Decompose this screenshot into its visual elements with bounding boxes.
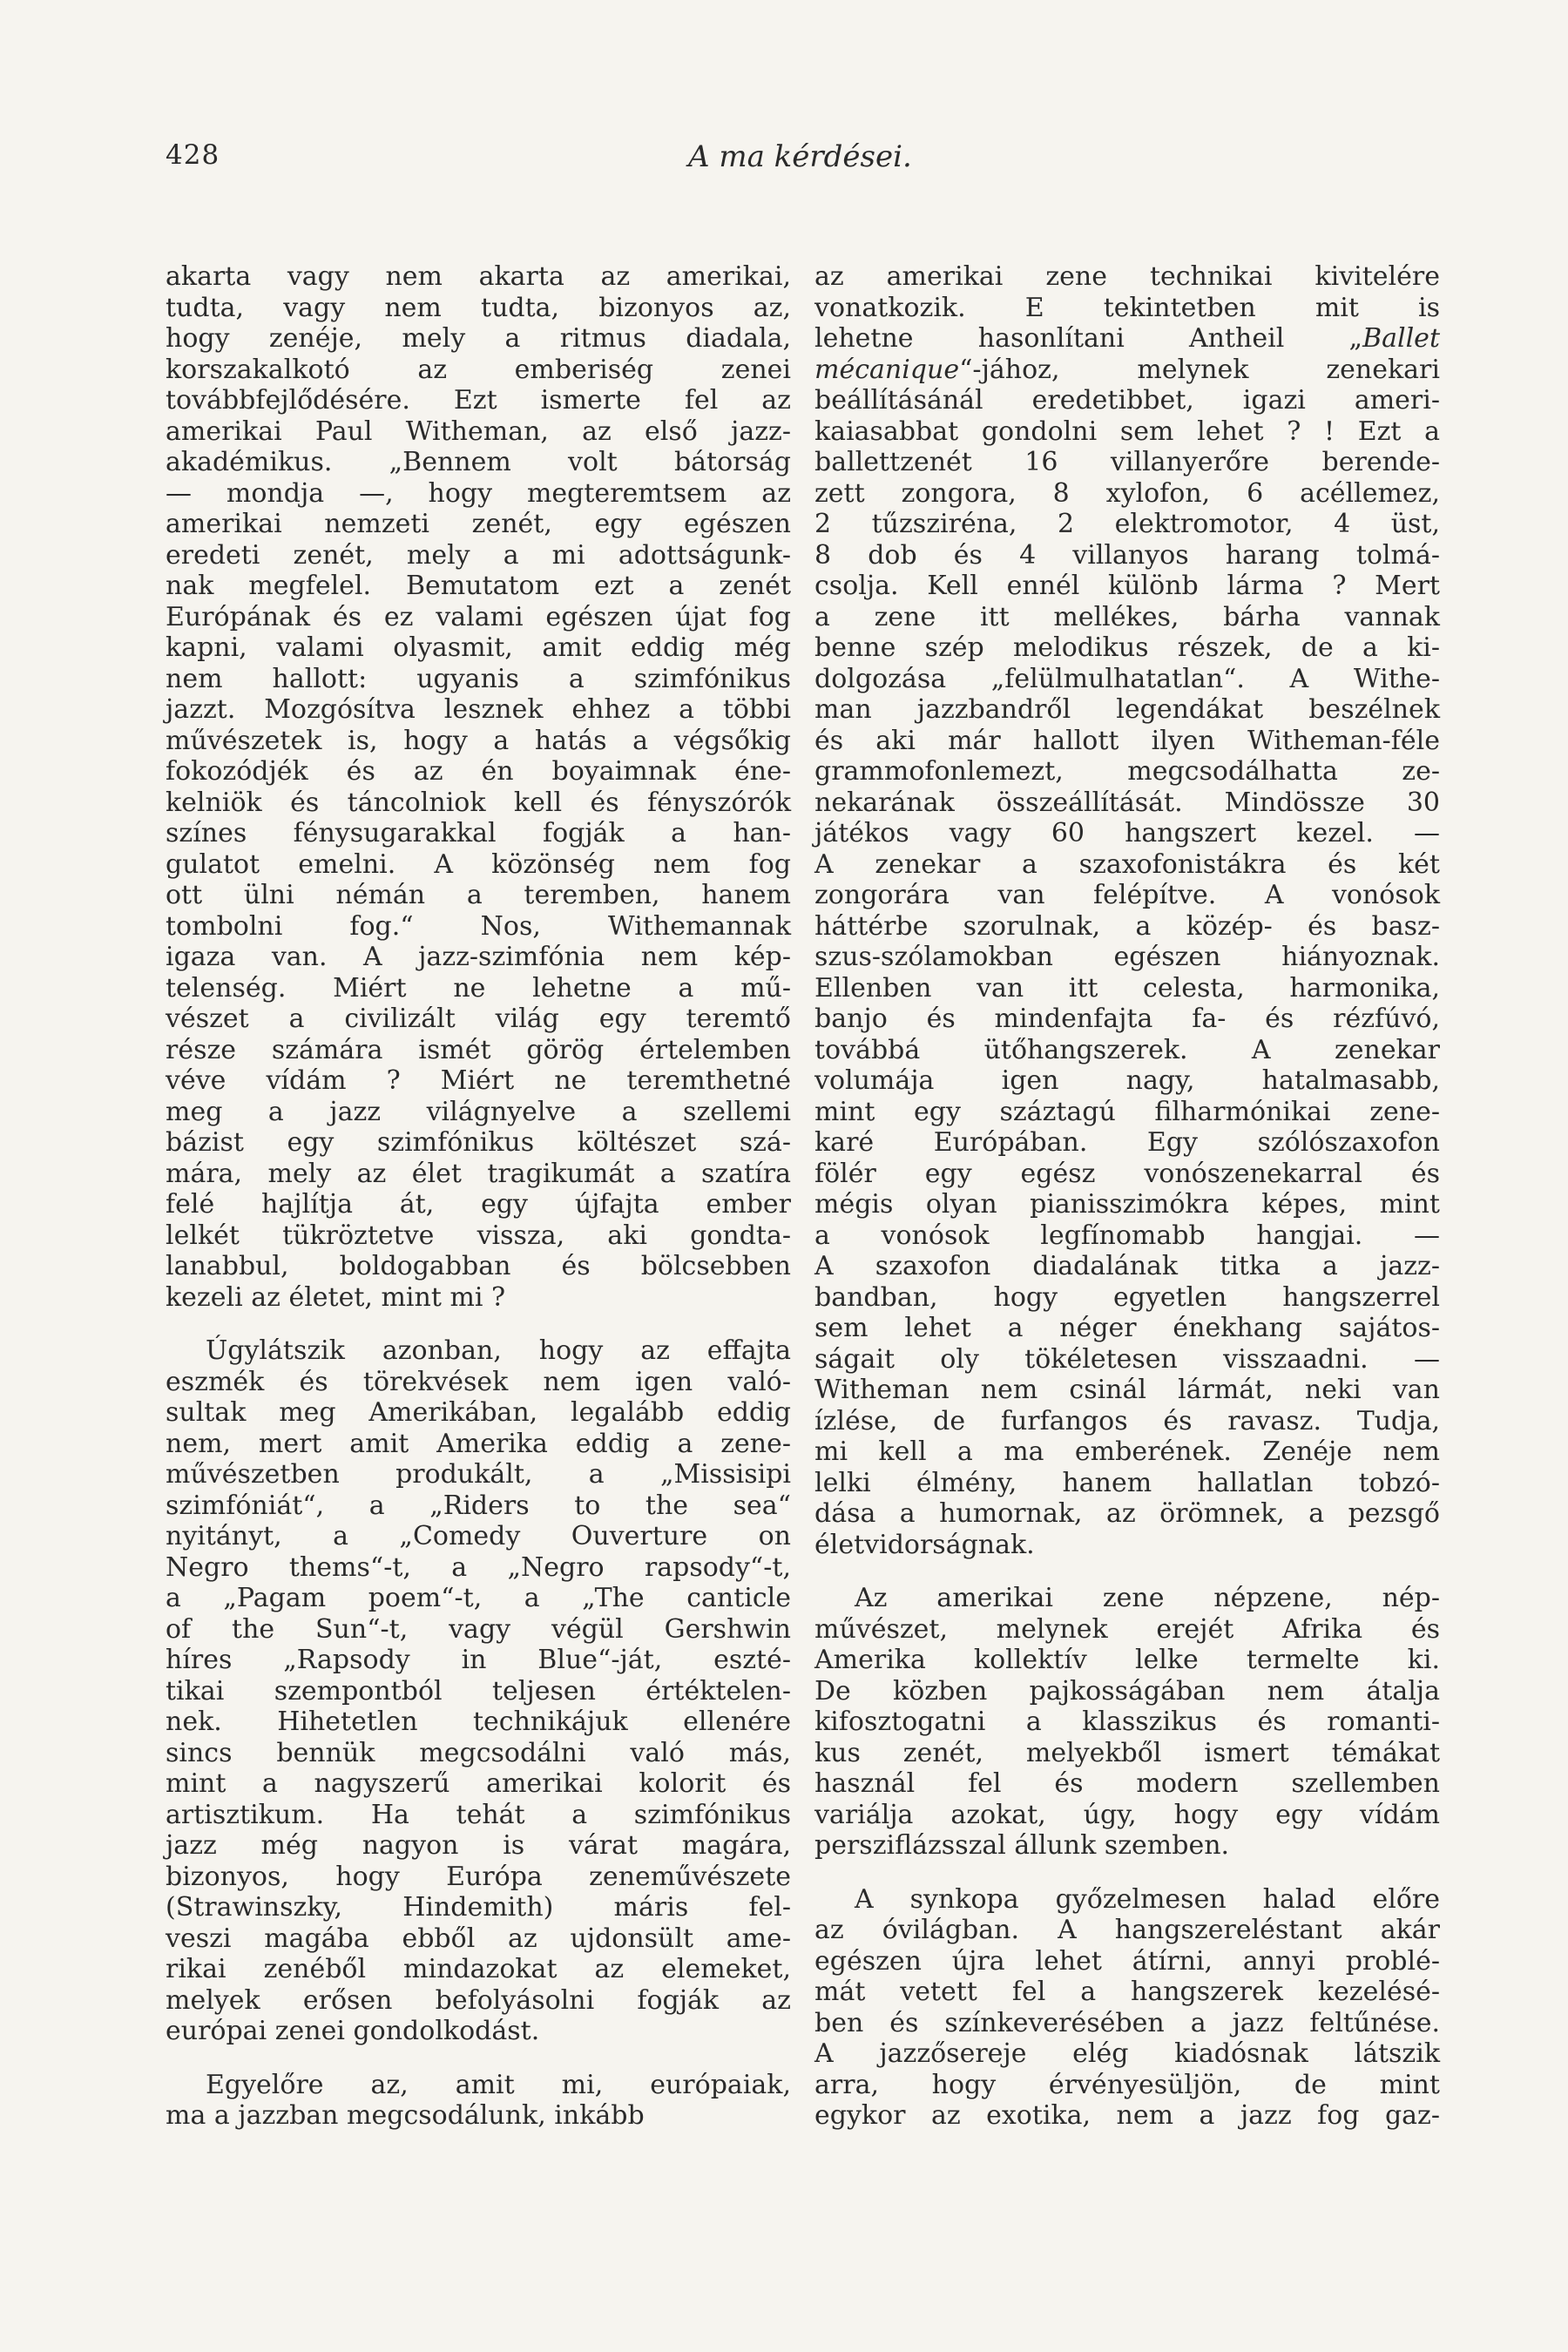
text-line: ben és színkeverésében a jazz feltűnése.	[814, 2007, 1440, 2038]
text-line: Egyelőre az, amit mi, európaiak,	[206, 2069, 791, 2100]
text-line: tudta, vagy nem tudta, bizonyos az,	[166, 292, 791, 323]
text-line: eszmék és törekvések nem igen való-	[166, 1366, 791, 1397]
text-line: európai zenei gondolkodást.	[166, 2016, 540, 2046]
text-line: amerikai Paul Witheman, az első jazz-	[166, 416, 791, 447]
text-line: fokozódjék és az én boyaimnak éne-	[166, 756, 791, 787]
text-line: szimfóniát“, a „Riders to the sea“	[166, 1490, 791, 1521]
text-line: az amerikai zene technikai kivitelére	[814, 261, 1440, 292]
text-line: lelki élmény, hanem hallatlan tobzó-	[814, 1467, 1440, 1498]
text-line: mécanique“-jához, melynek zenekari	[814, 354, 1440, 385]
text-line: életvidorságnak.	[814, 1529, 1035, 1560]
text-line: mint a nagyszerű amerikai kolorit és	[166, 1768, 791, 1799]
text-line: melyek erősen befolyásolni fogják az	[166, 1984, 791, 2016]
text-line: karé Európában. Egy szólószaxofon	[814, 1127, 1440, 1158]
text-line: ízlése, de furfangos és ravasz. Tudja,	[814, 1405, 1440, 1436]
text-line: kelniök és táncolniok kell és fényszórók	[166, 787, 791, 818]
text-line: eredeti zenét, mely a mi adottságunk-	[166, 539, 791, 571]
left-column	[166, 261, 791, 2132]
text-line: bandban, hogy egyetlen hangszerrel	[814, 1281, 1440, 1313]
text-line: ma a jazzban megcsodálunk, inkább	[166, 2100, 645, 2131]
text-line: szus-szólamokban egészen hiányoznak.	[814, 942, 1440, 972]
text-line: ott ülni némán a teremben, hanem	[166, 880, 791, 910]
text-line: sincs bennük megcsodálni való más,	[166, 1737, 791, 1768]
text-line: része számára ismét görög értelemben	[166, 1034, 791, 1065]
text-line: man jazzbandről legendákat beszélnek	[814, 694, 1440, 725]
text-line: nem, mert amit Amerika eddig a zene-	[166, 1428, 791, 1459]
running-title: A ma kérdései.	[688, 139, 912, 174]
text-line: egészen újra lehet átírni, annyi problé-	[814, 1945, 1440, 1977]
text-line: Witheman nem csinál lármát, neki van	[814, 1375, 1440, 1405]
text-line: meg a jazz világnyelve a szellemi	[166, 1096, 791, 1127]
text-line: A jazzősereje elég kiadósnak látszik	[814, 2038, 1440, 2069]
text-line: Negro thems“-t, a „Negro rapsody“-t,	[166, 1551, 791, 1583]
text-line: zongorára van felépítve. A vonósok	[814, 880, 1440, 910]
text-line: mégis olyan pianisszimókra képes, mint	[814, 1189, 1440, 1220]
text-line: a vonósok legfínomabb hangjai. —	[814, 1220, 1440, 1251]
text-line: jazzt. Mozgósítva lesznek ehhez a többi	[166, 694, 791, 725]
text-line: ballettzenét 16 villanyerőre berende-	[814, 447, 1440, 477]
text-line: hogy zenéje, mely a ritmus diadala,	[166, 323, 791, 354]
text-line: telenség. Miért ne lehetne a mű-	[166, 972, 791, 1004]
text-line: A zenekar a szaxofonistákra és két	[814, 848, 1440, 880]
text-line: játékos vagy 60 hangszert kezel. —	[814, 818, 1440, 848]
text-line: sultak meg Amerikában, legalább eddig	[166, 1397, 791, 1428]
text-line: egykor az exotika, nem a jazz fog gaz-	[814, 2100, 1440, 2131]
text-line: kus zenét, melyekből ismert témákat	[814, 1737, 1440, 1768]
text-line: tikai szempontból teljesen értéktelen-	[166, 1675, 791, 1707]
text-line: színes fénysugarakkal fogják a han-	[166, 818, 791, 848]
text-line: kapni, valami olyasmit, amit eddig még	[166, 632, 791, 663]
text-line: akarta vagy nem akarta az amerikai,	[166, 261, 791, 292]
text-line: A synkopa győzelmesen halad előre	[855, 1883, 1440, 1915]
text-line: igaza van. A jazz-szimfónia nem kép-	[166, 942, 791, 972]
page-number: 428	[166, 139, 220, 171]
text-line: 8 dob és 4 villanyos harang tolmá-	[814, 539, 1440, 571]
page-header	[166, 139, 941, 174]
text-line: kezeli az életet, mint mi ?	[166, 1281, 506, 1313]
text-line: of the Sun“-t, vagy végül Gershwin	[166, 1613, 791, 1645]
text-line: csolja. Kell ennél különb lárma ? Mert	[814, 571, 1440, 601]
text-line: bizonyos, hogy Európa zeneművészete	[166, 1861, 791, 1892]
text-line: nyitányt, a „Comedy Ouverture on	[166, 1521, 791, 1551]
text-line: arra, hogy érvényesüljön, de mint	[814, 2069, 1440, 2100]
text-line: vonatkozik. E tekintetben mit is	[814, 292, 1440, 323]
text-line: mint egy száztagú filharmónikai zene-	[814, 1096, 1440, 1127]
italic-title: Ballet	[1362, 323, 1440, 354]
text-line: gulatot emelni. A közönség nem fog	[166, 848, 791, 880]
text-line: Az amerikai zene népzene, nép-	[855, 1583, 1440, 1613]
text-line: beállításánál eredetibbet, igazi ameri-	[814, 385, 1440, 416]
text-line: Úgylátszik azonban, hogy az effajta	[206, 1335, 791, 1366]
text-line: veszi magába ebből az ujdonsült ame-	[166, 1923, 791, 1954]
text-line: fölér egy egész vonószenekarral és	[814, 1158, 1440, 1189]
text-line: rikai zenéből mindazokat az elemeket,	[166, 1954, 791, 1984]
text-line: amerikai nemzeti zenét, egy egészen	[166, 509, 791, 539]
text-line: dolgozása „felülmulhatatlan“. A Withe-	[814, 663, 1440, 694]
text-line: tombolni fog.“ Nos, Withemannak	[166, 910, 791, 942]
text-line: benne szép melodikus részek, de a ki-	[814, 632, 1440, 663]
text-line: volumája igen nagy, hatalmasabb,	[814, 1065, 1440, 1096]
text-line: sem lehet a néger énekhang sajátos-	[814, 1313, 1440, 1343]
text-line: artisztikum. Ha tehát a szimfónikus	[166, 1799, 791, 1830]
text-line: grammofonlemezt, megcsodálhatta ze-	[814, 756, 1440, 787]
text-line: lanabbul, boldogabban és bölcsebben	[166, 1251, 791, 1281]
text-line: művészetben produkált, a „Missisipi	[166, 1459, 791, 1490]
text-line: felé hajlítja át, egy újfajta ember	[166, 1189, 791, 1220]
text-line: banjo és mindenfajta fa- és rézfúvó,	[814, 1004, 1440, 1034]
text-line: lelkét tükröztetve vissza, aki gondta-	[166, 1220, 791, 1251]
italic-title: mécanique	[814, 354, 960, 385]
text-line: Amerika kollektív lelke termelte ki.	[814, 1645, 1440, 1675]
text-line: dása a humornak, az örömnek, a pezsgő	[814, 1498, 1440, 1529]
text-line: híres „Rapsody in Blue“-ját, eszté-	[166, 1645, 791, 1675]
text-line: zett zongora, 8 xylofon, 6 acéllemez,	[814, 477, 1440, 509]
right-column	[814, 261, 1440, 2132]
text-line: nem hallott: ugyanis a szimfónikus	[166, 663, 791, 694]
text-line: művészetek is, hogy a hatás a végsőkig	[166, 725, 791, 756]
text-line: művészet, melynek erejét Afrika és	[814, 1613, 1440, 1645]
text-line: bázist egy szimfónikus költészet szá-	[166, 1127, 791, 1158]
text-line: nek. Hihetetlen technikájuk ellenére	[166, 1707, 791, 1737]
text-line: nak megfelel. Bemutatom ezt a zenét	[166, 571, 791, 601]
text-line: Európának és ez valami egészen újat fog	[166, 601, 791, 632]
text-line: mát vetett fel a hangszerek kezelésé-	[814, 1977, 1440, 2007]
text-line: 2 tűzsziréna, 2 elektromotor, 4 üst,	[814, 509, 1440, 539]
text-line: a „Pagam poem“-t, a „The canticle	[166, 1583, 791, 1613]
text-line: mára, mely az élet tragikumát a szatíra	[166, 1158, 791, 1189]
text-line: persziflázsszal állunk szemben.	[814, 1830, 1230, 1861]
text-line: kifosztogatni a klasszikus és romanti-	[814, 1707, 1440, 1737]
text-line: használ fel és modern szellemben	[814, 1768, 1440, 1799]
text-line: és aki már hallott ilyen Witheman-féle	[814, 725, 1440, 756]
text-line: továbbfejlődésére. Ezt ismerte fel az	[166, 385, 791, 416]
text-line: nekarának összeállítását. Mindössze 30	[814, 787, 1440, 818]
text-line: lehetne hasonlítani Antheil „Ballet	[814, 323, 1440, 354]
text-line: háttérbe szorulnak, a közép- és basz-	[814, 910, 1440, 942]
text-line: vészet a civilizált világ egy teremtő	[166, 1004, 791, 1034]
text-line: — mondja —, hogy megteremtsem az	[166, 477, 791, 509]
text-line: jazz még nagyon is várat magára,	[166, 1830, 791, 1861]
text-line: A szaxofon diadalának titka a jazz-	[814, 1251, 1440, 1281]
text-line: a zene itt mellékes, bárha vannak	[814, 601, 1440, 632]
text-line: ságait oly tökéletesen visszaadni. —	[814, 1343, 1440, 1375]
text-line: véve vídám ? Miért ne teremthetné	[166, 1065, 791, 1096]
text-line: akadémikus. „Bennem volt bátorság	[166, 447, 791, 477]
text-line: Ellenben van itt celesta, harmonika,	[814, 972, 1440, 1004]
text-line: De közben pajkosságában nem átalja	[814, 1675, 1440, 1707]
text-line: kaiasabbat gondolni sem lehet ? ! Ezt a	[814, 416, 1440, 447]
text-line: az óvilágban. A hangszereléstant akár	[814, 1915, 1440, 1945]
text-line: továbbá ütőhangszerek. A zenekar	[814, 1034, 1440, 1065]
text-line: korszakalkotó az emberiség zenei	[166, 354, 791, 385]
text-line: variálja azokat, úgy, hogy egy vídám	[814, 1799, 1440, 1830]
text-line: mi kell a ma emberének. Zenéje nem	[814, 1436, 1440, 1467]
text-line: (Strawinszky, Hindemith) máris fel-	[166, 1892, 791, 1923]
